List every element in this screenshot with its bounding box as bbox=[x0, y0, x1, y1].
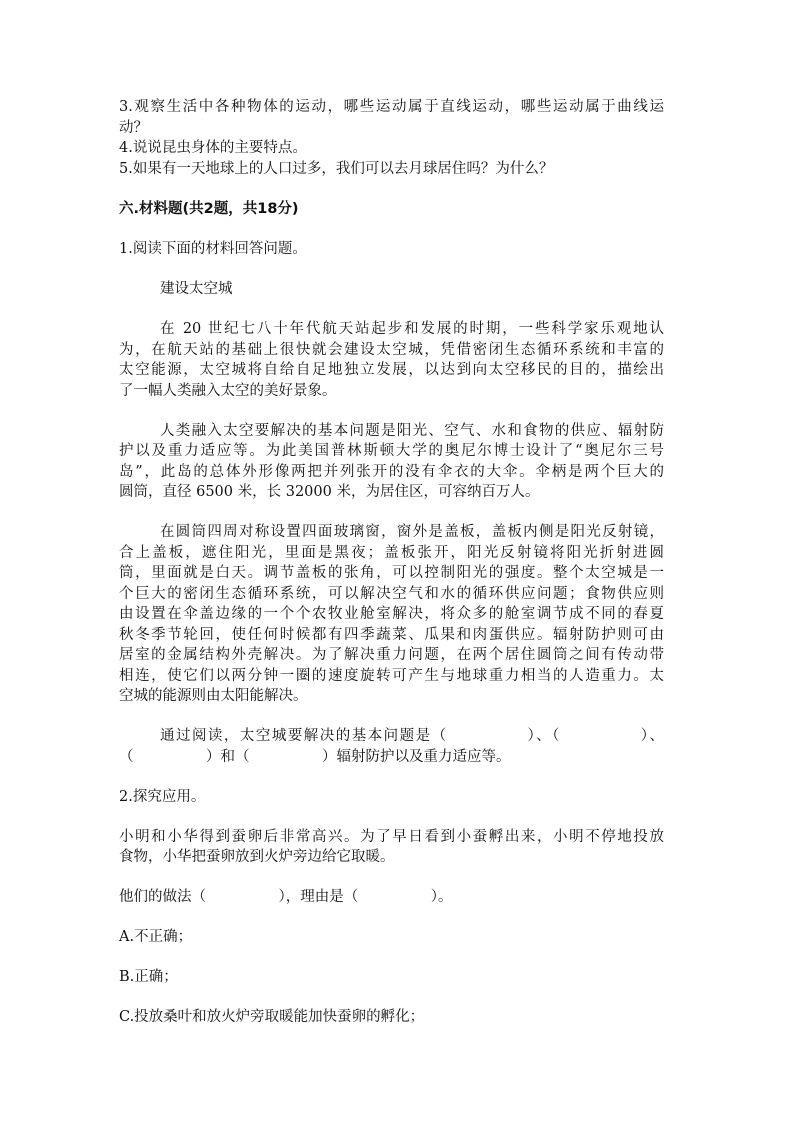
article-p3-line-4: 个巨大的密闭生态循环系统，可以解决空气和水的循环供应问题；食物供应则 bbox=[119, 586, 664, 602]
article-p3-line-7: 居室的金属结构外壳解决。为了解决重力问题，在两个居住圆筒之间有传动带 bbox=[119, 647, 664, 663]
article-p2-line-4: 圆筒，直径 6500 米，长 32000 米，为居住区，可容纳百万人。 bbox=[119, 484, 540, 500]
article-p1-line-3: 太空能源，太空城将自给自足地独立发展，以达到向太空移民的目的，描绘出 bbox=[119, 362, 664, 378]
question-3-line-2: 动？ bbox=[119, 120, 148, 136]
article-p3-line-9: 空城的能源则由太阳能解决。 bbox=[119, 688, 308, 704]
article-p3-line-8: 相连，使它们以两分钟一圈的速度旋转可产生与地球重力相当的人造重力。太 bbox=[119, 668, 664, 684]
option-c: C.投放桑叶和放火炉旁取暖能加快蚕卵的孵化； bbox=[119, 1009, 425, 1025]
article-p2-line-1: 人类融入太空要解决的基本问题是阳光、空气、水和食物的供应、辐射防 bbox=[160, 423, 664, 439]
story-line-1: 小明和小华得到蚕卵后非常高兴。为了早日看到小蚕孵出来，小明不停地投放 bbox=[119, 829, 664, 845]
article-p3-line-2: 合上盖板，遮住阳光，里面是黑夜；盖板张开，阳光反射镜将阳光折射进圆 bbox=[119, 545, 664, 561]
article-p2-line-2: 护以及重力适应等。为此美国普林斯顿大学的奥尼尔博士设计了“奥尼尔三号 bbox=[119, 443, 664, 459]
article-p1-line-1: 在 20 世纪七八十年代航天站起步和发展的时期，一些科学家乐观地认 bbox=[160, 321, 664, 337]
article-p1-line-4: 了一幅人类融入太空的美好景象。 bbox=[119, 383, 337, 399]
article-p3-line-6: 秋冬季节轮回，使任何时候都有四季蔬菜、瓜果和肉蛋供应。辐射防护则可由 bbox=[119, 627, 664, 643]
material-q1-prompt: 1.阅读下面的材料回答问题。 bbox=[119, 241, 307, 257]
question-3-line-1: 3.观察生活中各种物体的运动，哪些运动属于直线运动，哪些运动属于曲线运 bbox=[119, 99, 664, 115]
material-q2-prompt: 2.探究应用。 bbox=[119, 789, 206, 805]
q2-question: 他们的做法（ ），理由是（ ）。 bbox=[119, 889, 453, 905]
option-b: B.正确； bbox=[119, 969, 178, 985]
question-5: 5.如果有一天地球上的人口过多，我们可以去月球居住吗？为什么？ bbox=[119, 161, 554, 177]
article-p1-line-2: 为，在航天站的基础上很快就会建设太空城，凭借密闭生态循环系统和丰富的 bbox=[119, 342, 664, 358]
question-4: 4.说说昆虫身体的主要特点。 bbox=[119, 140, 307, 156]
article-p3-line-1: 在圆筒四周对称设置四面玻璃窗，窗外是盖板，盖板内侧是阳光反射镜， bbox=[160, 524, 664, 540]
fill-blank-line-1: 通过阅读，太空城要解决的基本问题是（ ）、（ ）、 bbox=[160, 728, 664, 744]
story-line-2: 食物，小华把蚕卵放到火炉旁边给它取暖。 bbox=[119, 849, 395, 865]
section-6-heading: 六.材料题(共2题，共18分) bbox=[119, 201, 299, 217]
fill-blank-line-2: （ ）和（ ）辐射防护以及重力适应等。 bbox=[119, 749, 511, 765]
article-title: 建设太空城 bbox=[160, 281, 233, 297]
option-a: A.不正确； bbox=[119, 929, 193, 945]
article-p3-line-3: 筒，里面就是白天。调节盖板的张角，可以控制阳光的强度。整个太空城是一 bbox=[119, 565, 664, 581]
article-p3-line-5: 由设置在伞盖边缘的一个个农牧业舱室解决，将众多的舱室调节成不同的春夏 bbox=[119, 606, 664, 622]
article-p2-line-3: 岛”，此岛的总体外形像两把并列张开的没有伞衣的大伞。伞柄是两个巨大的 bbox=[119, 464, 664, 480]
